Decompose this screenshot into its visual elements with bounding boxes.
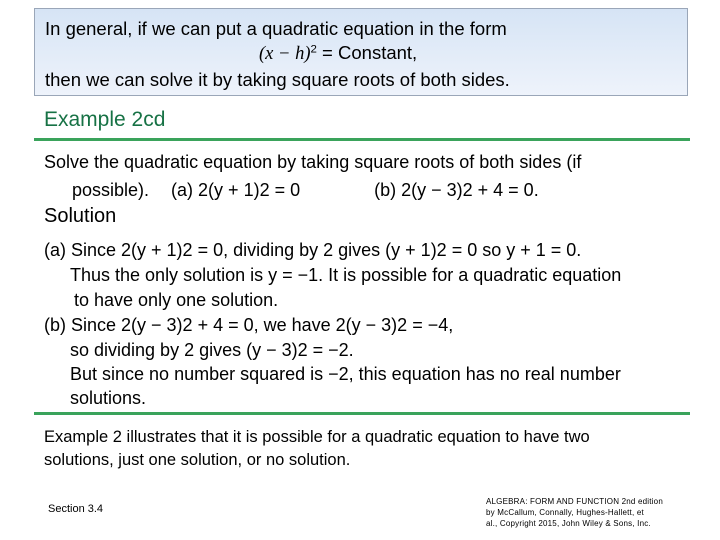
conclusion-line-1: Example 2 illustrates that it is possible for a quadratic equation to have two	[44, 428, 590, 446]
solution-line: (a) Since 2(y + 1)2 = 0, dividing by 2 gives (y + 1)2 = 0 so y + 1 = 0.	[44, 240, 582, 260]
conclusion-line-2: solutions, just one solution, or no solution.	[44, 451, 351, 469]
problem-possible: possible).	[72, 180, 150, 200]
intro-box	[34, 8, 688, 96]
intro-equation-exponent: 2	[310, 43, 317, 56]
solution-divider	[34, 412, 690, 415]
solution-heading: Solution	[44, 205, 117, 227]
intro-equation-math: (x − h)	[259, 44, 311, 64]
solution-line: solutions.	[70, 388, 147, 408]
citation-line-3: al., Copyright 2015, John Wiley & Sons, Inc.	[486, 519, 651, 529]
citation-line-1: ALGEBRA: FORM AND FUNCTION 2nd edition	[486, 497, 663, 506]
problem-line-1: Solve the quadratic equation by taking square roots of both sides (if	[44, 152, 582, 172]
solution-line: Thus the only solution is y = −1. It is possible for a quadratic equation	[70, 265, 622, 285]
problem-part-a: (a) 2(y + 1)2 = 0	[171, 180, 301, 200]
problem-part-b: (b) 2(y − 3)2 + 4 = 0.	[374, 180, 539, 200]
citation	[486, 496, 696, 529]
intro-equation	[259, 41, 417, 66]
intro-line-3: then we can solve it by taking square roots of both sides.	[45, 69, 510, 90]
intro-line-1: In general, if we can put a quadratic equation in the form	[45, 18, 507, 39]
solution-line: (b) Since 2(y − 3)2 + 4 = 0, we have 2(y − 3)2 = −4,	[44, 315, 454, 335]
problem-line-2	[72, 180, 539, 201]
section-label: Section 3.4	[48, 503, 104, 515]
solution-line: But since no number squared is −2, this equation has no real number	[70, 364, 621, 384]
citation-line-2: by McCallum, Connally, Hughes-Hallett, et	[486, 508, 644, 518]
intro-equation-rest: = Constant,	[316, 42, 418, 63]
example-heading: Example 2cd	[44, 108, 166, 131]
solution-line: to have only one solution.	[74, 290, 279, 310]
solution-line: so dividing by 2 gives (y − 3)2 = −2.	[70, 340, 354, 360]
heading-divider	[34, 138, 690, 141]
